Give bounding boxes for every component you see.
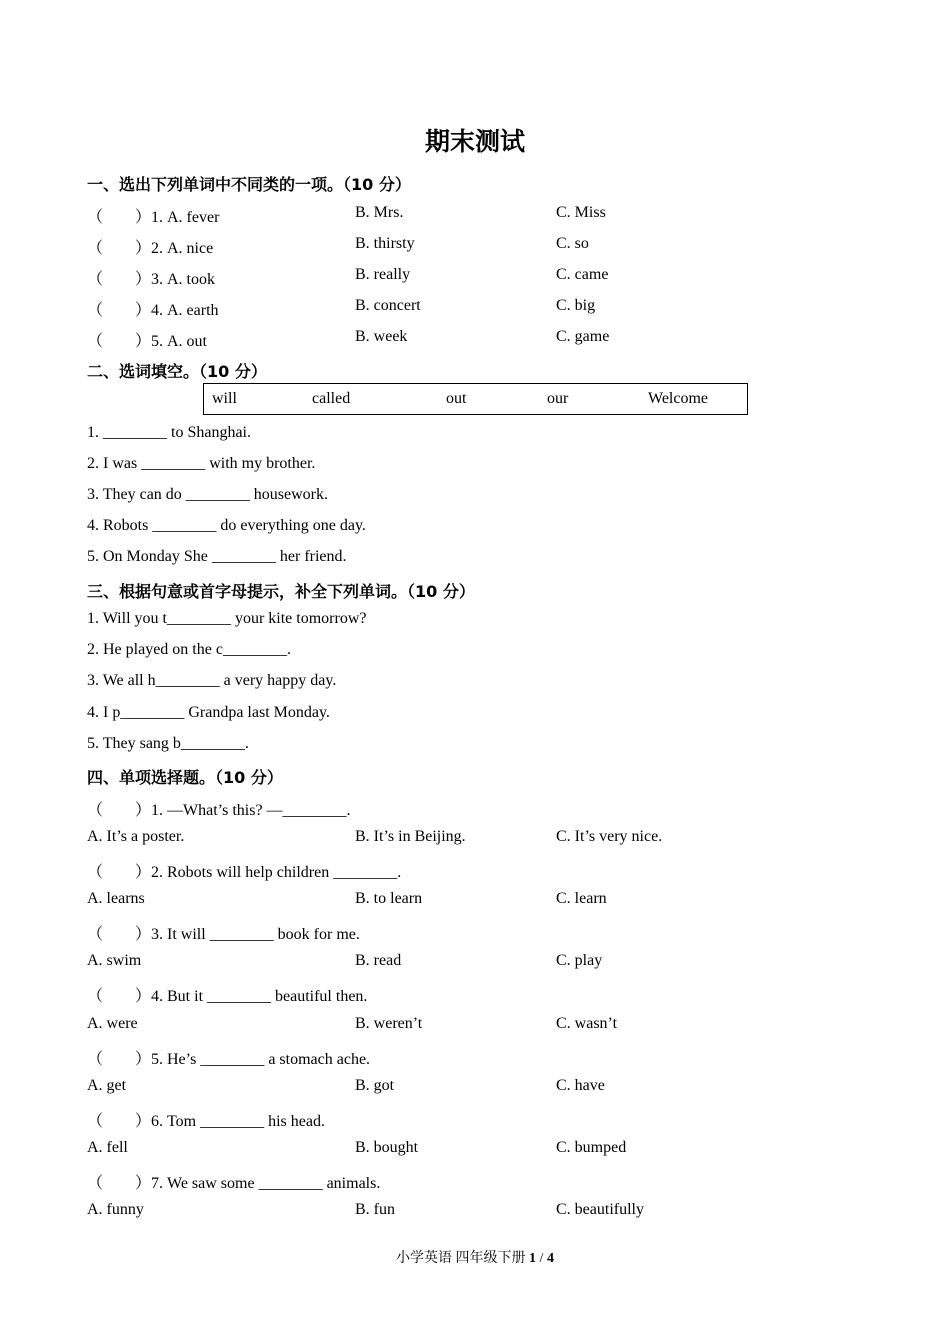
s2-item: 3. They can do ________ housework.	[87, 486, 328, 503]
s4-q5-option-a: A. get	[87, 1077, 127, 1094]
s4-q7-option-a: A. funny	[87, 1201, 144, 1218]
s4-q2-stem: （ ）2. Robots will help children ________.	[87, 864, 402, 881]
word-bank-word: our	[547, 390, 569, 407]
s4-q5-option-c: C. have	[556, 1077, 605, 1094]
s3-item: 3. We all h________ a very happy day.	[87, 672, 337, 689]
s4-q7-stem: （ ）7. We saw some ________ animals.	[87, 1175, 381, 1192]
s3-item: 5. They sang b________.	[87, 735, 249, 752]
s1-q1-stem: （ ）1. A. fever	[87, 209, 220, 226]
section1-heading: 一、选出下列单词中不同类的一项。（10 分）	[87, 175, 411, 194]
s4-q3-option-b: B. read	[355, 952, 402, 969]
word-bank-word: will	[212, 390, 237, 407]
section3-heading: 三、根据句意或首字母提示，补全下列单词。（10 分）	[87, 582, 475, 601]
s1-q1-option-c: C. Miss	[556, 204, 606, 221]
s1-q4-option-b: B. concert	[355, 297, 421, 314]
page-total: 4	[546, 1251, 554, 1266]
section4-heading: 四、单项选择题。（10 分）	[87, 768, 283, 787]
s1-q4-option-c: C. big	[556, 297, 596, 314]
word-bank-box	[203, 383, 748, 415]
s1-q2-stem: （ ）2. A. nice	[87, 240, 214, 257]
section2-heading: 二、选词填空。（10 分）	[87, 362, 267, 381]
s4-q3-stem: （ ）3. It will ________ book for me.	[87, 926, 360, 943]
page-separator: /	[536, 1251, 547, 1266]
s1-q5-stem: （ ）5. A. out	[87, 333, 208, 350]
s2-item: 5. On Monday She ________ her friend.	[87, 548, 347, 565]
word-bank-word: called	[312, 390, 351, 407]
s4-q6-stem: （ ）6. Tom ________ his head.	[87, 1113, 325, 1130]
s4-q3-option-a: A. swim	[87, 952, 142, 969]
s4-q2-option-b: B. to learn	[355, 890, 423, 907]
s4-q4-option-a: A. were	[87, 1015, 138, 1032]
s4-q4-option-c: C. wasn’t	[556, 1015, 618, 1032]
s4-q7-option-b: B. fun	[355, 1201, 395, 1218]
s4-q2-option-c: C. learn	[556, 890, 607, 907]
s4-q1-option-c: C. It’s very nice.	[556, 828, 663, 845]
s4-q3-option-c: C. play	[556, 952, 603, 969]
footer-text: 小学英语 四年级下册	[396, 1251, 530, 1266]
s4-q4-stem: （ ）4. But it ________ beautiful then.	[87, 988, 368, 1005]
s2-item: 1. ________ to Shanghai.	[87, 424, 251, 441]
s1-q1-option-b: B. Mrs.	[355, 204, 404, 221]
s1-q3-stem: （ ）3. A. took	[87, 271, 216, 288]
s4-q5-stem: （ ）5. He’s ________ a stomach ache.	[87, 1051, 371, 1068]
s3-item: 1. Will you t________ your kite tomorrow?	[87, 610, 367, 627]
page-number: 1	[529, 1251, 537, 1266]
s2-item: 4. Robots ________ do everything one day.	[87, 517, 366, 534]
s4-q1-stem: （ ）1. —What’s this? —________.	[87, 802, 351, 819]
s2-item: 2. I was ________ with my brother.	[87, 455, 316, 472]
s4-q2-option-a: A. learns	[87, 890, 145, 907]
page-title: 期末测试	[424, 127, 525, 156]
s4-q6-option-c: C. bumped	[556, 1139, 627, 1156]
s4-q1-option-b: B. It’s in Beijing.	[355, 828, 466, 845]
s4-q7-option-c: C. beautifully	[556, 1201, 644, 1218]
s1-q5-option-b: B. week	[355, 328, 408, 345]
s1-q2-option-c: C. so	[556, 235, 589, 252]
word-bank-word: Welcome	[648, 390, 709, 407]
s1-q4-stem: （ ）4. A. earth	[87, 302, 219, 319]
s1-q3-option-b: B. really	[355, 266, 411, 283]
s1-q3-option-c: C. came	[556, 266, 609, 283]
word-bank-word: out	[446, 390, 467, 407]
s4-q1-option-a: A. It’s a poster.	[87, 828, 185, 845]
page-footer	[0, 1247, 950, 1267]
s4-q4-option-b: B. weren’t	[355, 1015, 423, 1032]
s3-item: 4. I p________ Grandpa last Monday.	[87, 704, 330, 721]
s3-item: 2. He played on the c________.	[87, 641, 291, 658]
s4-q6-option-a: A. fell	[87, 1139, 128, 1156]
s1-q5-option-c: C. game	[556, 328, 610, 345]
s1-q2-option-b: B. thirsty	[355, 235, 415, 252]
s4-q5-option-b: B. got	[355, 1077, 395, 1094]
s4-q6-option-b: B. bought	[355, 1139, 419, 1156]
